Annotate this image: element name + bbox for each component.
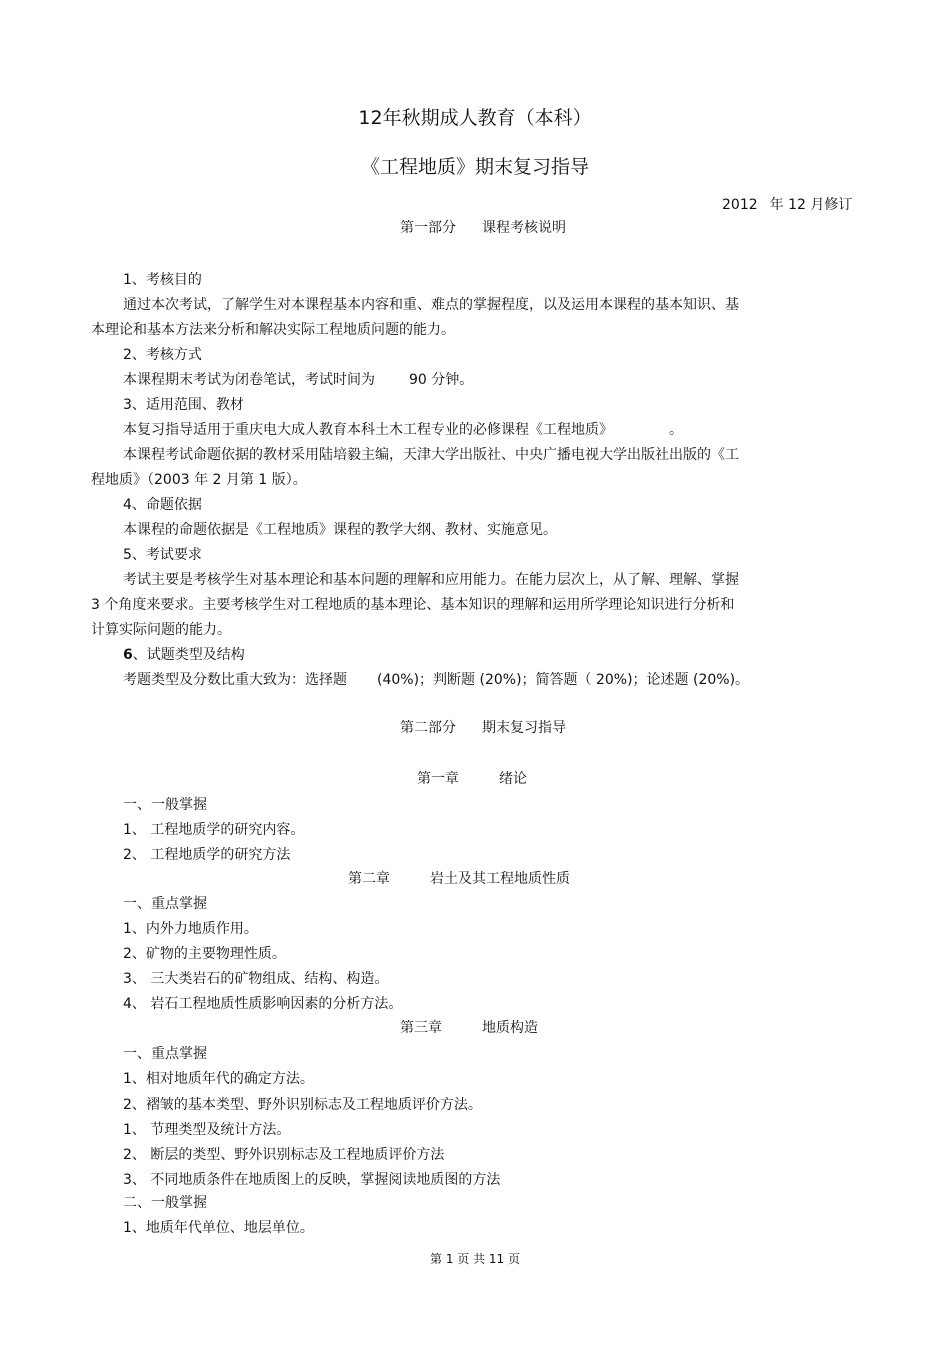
page-number: 第 1 页 共 11 页 (430, 1252, 520, 1266)
section5-paragraph-line2: 3 个角度来要求。主要考核学生对工程地质的基本理论、基本知识的理解和运用所学理论知识进行分析和 (91, 597, 735, 613)
section4-paragraph: 本课程的命题依据是《工程地质》课程的教学大纲、教材、实施意见。 (123, 522, 557, 538)
list-item: 1、 工程地质学的研究内容。 (123, 822, 305, 838)
part1-heading-number: 第一部分 (400, 220, 456, 236)
chapter1-heading (417, 770, 527, 788)
list-item: 2、矿物的主要物理性质。 (123, 946, 286, 962)
revision-note (722, 196, 852, 214)
part2-heading (400, 719, 566, 737)
chapter3-heading (400, 1019, 538, 1037)
section2-title: 2、考核方式 (123, 347, 202, 363)
section3-text: 本复习指导适用于重庆电大成人教育本科土木工程专业的必修课程《工程地质》 (123, 422, 613, 438)
section5-paragraph-line3: 计算实际问题的能力。 (91, 622, 231, 638)
revision-rest: 年 12 月修订 (769, 197, 853, 213)
list-item: 1、地质年代单位、地层单位。 (123, 1220, 314, 1236)
list-item: 2、褶皱的基本类型、野外识别标志及工程地质评价方法。 (123, 1097, 482, 1113)
chapter3-number: 第三章 (400, 1020, 442, 1036)
list-item: 1、 节理类型及统计方法。 (123, 1122, 291, 1138)
chapter1-subheading: 一、一般掌握 (123, 797, 207, 813)
chapter2-subheading: 一、重点掌握 (123, 896, 207, 912)
section4-title: 4、命题依据 (123, 497, 202, 513)
part1-heading-title: 课程考核说明 (482, 220, 566, 236)
chapter2-number: 第二章 (348, 871, 390, 887)
section6-title (123, 646, 245, 664)
list-item: 4、 岩石工程地质性质影响因素的分析方法。 (123, 996, 403, 1012)
section6-number: 6 (123, 647, 133, 663)
part1-heading (400, 219, 566, 237)
section3-paragraph-line1 (123, 421, 683, 439)
section6-text: 考题类型及分数比重大致为：选择题 (123, 672, 347, 688)
chapter2-title: 岩土及其工程地质性质 (430, 871, 570, 887)
section1-paragraph-line2: 本理论和基本方法来分析和解决实际工程地质问题的能力。 (91, 322, 455, 338)
section3-title: 3、适用范围、教材 (123, 397, 244, 413)
section2-duration: 90 分钟。 (409, 372, 474, 388)
section5-paragraph-line1: 考试主要是考核学生对基本理论和基本问题的理解和应用能力。在能力层次上，从了解、理解、掌握 (123, 572, 739, 588)
section3-period: 。 (669, 422, 683, 438)
section6-paragraph (123, 671, 749, 689)
list-item: 3、 三大类岩石的矿物组成、结构、构造。 (123, 971, 389, 987)
section6-title-text: 、试题类型及结构 (132, 647, 245, 663)
section2-text: 本课程期末考试为闭卷笔试，考试时间为 (123, 372, 375, 388)
section1-title: 1、考核目的 (123, 272, 202, 288)
chapter1-title: 绪论 (499, 771, 527, 787)
section1-paragraph-line1: 通过本次考试，了解学生对本课程基本内容和重、难点的掌握程度，以及运用本课程的基本知识、基 (123, 297, 739, 313)
chapter1-number: 第一章 (417, 771, 459, 787)
section3-paragraph-line3: 程地质》（2003 年 2 月第 1 版）。 (91, 472, 307, 488)
section2-paragraph (123, 371, 473, 389)
section5-title: 5、考试要求 (123, 547, 202, 563)
document-subtitle: 《工程地质》期末复习指导 (360, 156, 589, 178)
section3-paragraph-line2: 本课程考试命题依据的教材采用陆培毅主编，天津大学出版社、中央广播电视大学出版社出版的《工 (123, 447, 739, 463)
document-title: 12年秋期成人教育（本科） (358, 107, 592, 129)
part2-heading-number: 第二部分 (400, 720, 456, 736)
list-item: 3、 不同地质条件在地质图上的反映，掌握阅读地质图的方法 (123, 1172, 501, 1188)
list-item: 2、 断层的类型、野外识别标志及工程地质评价方法 (123, 1147, 445, 1163)
list-item: 2、 工程地质学的研究方法 (123, 847, 291, 863)
part2-heading-title: 期末复习指导 (482, 720, 566, 736)
chapter3-subheading-2: 二、一般掌握 (123, 1195, 207, 1211)
section6-weights: (40%)；判断题 (20%)；简答题（ 20%)；论述题 (20%)。 (377, 672, 750, 688)
list-item: 1、内外力地质作用。 (123, 921, 258, 937)
chapter3-subheading: 一、重点掌握 (123, 1046, 207, 1062)
list-item: 1、相对地质年代的确定方法。 (123, 1071, 314, 1087)
chapter2-heading (348, 870, 570, 888)
chapter3-title: 地质构造 (482, 1020, 538, 1036)
revision-year: 2012 (722, 197, 758, 213)
